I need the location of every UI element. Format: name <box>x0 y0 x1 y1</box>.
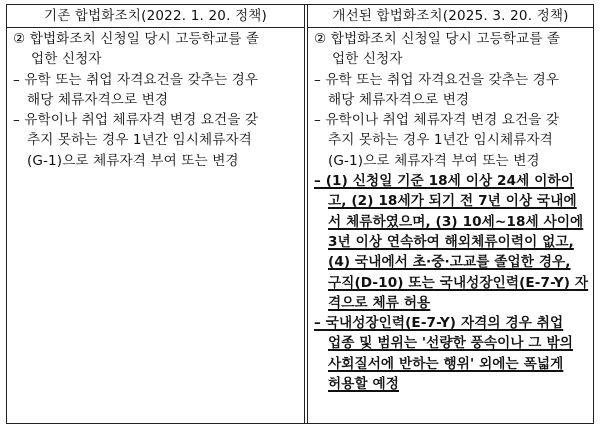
text-line <box>314 374 587 394</box>
text-line <box>13 151 298 171</box>
text-line-content: – 유학 또는 취업 자격요건을 갖추는 경우 <box>314 71 560 88</box>
text-line-content: 업종 및 범위는 '선량한 풍속이나 그 밖의 <box>328 335 573 352</box>
text-line <box>314 130 587 150</box>
text-line-content: 업한 신청자 <box>31 51 102 68</box>
column-header-existing: 기존 합법화조치(2022. 1. 20. 정책) <box>7 5 304 28</box>
text-line <box>13 110 298 130</box>
text-line <box>314 293 587 313</box>
text-line-content: – 국내성장인력(E-7-Y) 자격의 경우 취업 <box>314 315 564 332</box>
text-line <box>314 273 587 293</box>
text-line <box>314 191 587 211</box>
text-line-content: 추지 못하는 경우 1년간 임시체류자격 <box>328 132 553 149</box>
column-divider <box>304 5 305 423</box>
text-line <box>314 333 587 353</box>
text-line <box>314 110 587 130</box>
text-line-content: 추지 못하는 경우 1년간 임시체류자격 <box>27 132 252 149</box>
text-line <box>314 171 587 191</box>
text-line-content: (G-1)으로 체류자격 부여 또는 변경 <box>27 152 239 169</box>
text-line-content: 해당 체류자격으로 변경 <box>27 91 169 108</box>
column-body-improved <box>308 29 593 394</box>
text-line-content: – (1) 신청일 기준 18세 이상 24세 이하이 <box>314 173 574 190</box>
text-line <box>314 151 587 171</box>
text-line-content: (4) 국내에서 초·중·고교를 졸업한 경우, <box>328 254 571 271</box>
text-line <box>13 70 298 90</box>
text-line-content: 고, (2) 18세가 되기 전 7년 이상 국내에 <box>328 193 577 210</box>
text-line-content: (G-1)으로 체류자격 부여 또는 변경 <box>328 152 540 169</box>
text-line-content: 구직(D-10) 또는 국내성장인력(E-7-Y) 자 <box>328 274 589 291</box>
text-line <box>314 49 587 69</box>
text-line <box>314 354 587 374</box>
comparison-table <box>6 4 594 424</box>
text-line <box>314 232 587 252</box>
text-line-content: – 유학 또는 취업 자격요건을 갖추는 경우 <box>13 71 259 88</box>
text-line <box>314 70 587 90</box>
text-line-content: ② 합법화조치 신청일 당시 고등학교를 졸 <box>13 31 260 47</box>
text-line-content: ② 합법화조치 신청일 당시 고등학교를 졸 <box>314 31 561 47</box>
column-header-improved: 개선된 합법화조치(2025. 3. 20. 정책) <box>308 5 593 28</box>
text-line <box>13 90 298 110</box>
text-line <box>314 252 587 272</box>
text-line-content: 서 체류하였으며, (3) 10세~18세 사이에 <box>328 213 584 230</box>
text-line <box>314 212 587 232</box>
text-line-content: – 유학이나 취업 체류자격 변경 요건을 갖 <box>314 112 560 129</box>
text-line <box>314 90 587 110</box>
text-line-content: 허용할 예정 <box>328 376 399 393</box>
text-line <box>13 29 298 49</box>
text-line-content: – 유학이나 취업 체류자격 변경 요건을 갖 <box>13 112 259 129</box>
text-line <box>13 130 298 150</box>
text-line-content: 사회질서에 반하는 행위' 외에는 폭넓게 <box>328 355 564 372</box>
text-line-content: 격으로 체류 허용 <box>328 294 431 311</box>
text-line <box>314 29 587 49</box>
column-improved-policy <box>308 5 593 423</box>
text-line <box>13 49 298 69</box>
text-line <box>314 313 587 333</box>
text-line-content: 3년 이상 연속하여 해외체류이력이 없고, <box>328 233 574 250</box>
column-existing-policy <box>7 5 304 423</box>
text-line-content: 업한 신청자 <box>332 51 403 68</box>
column-body-existing <box>7 29 304 171</box>
text-line-content: 해당 체류자격으로 변경 <box>328 91 470 108</box>
